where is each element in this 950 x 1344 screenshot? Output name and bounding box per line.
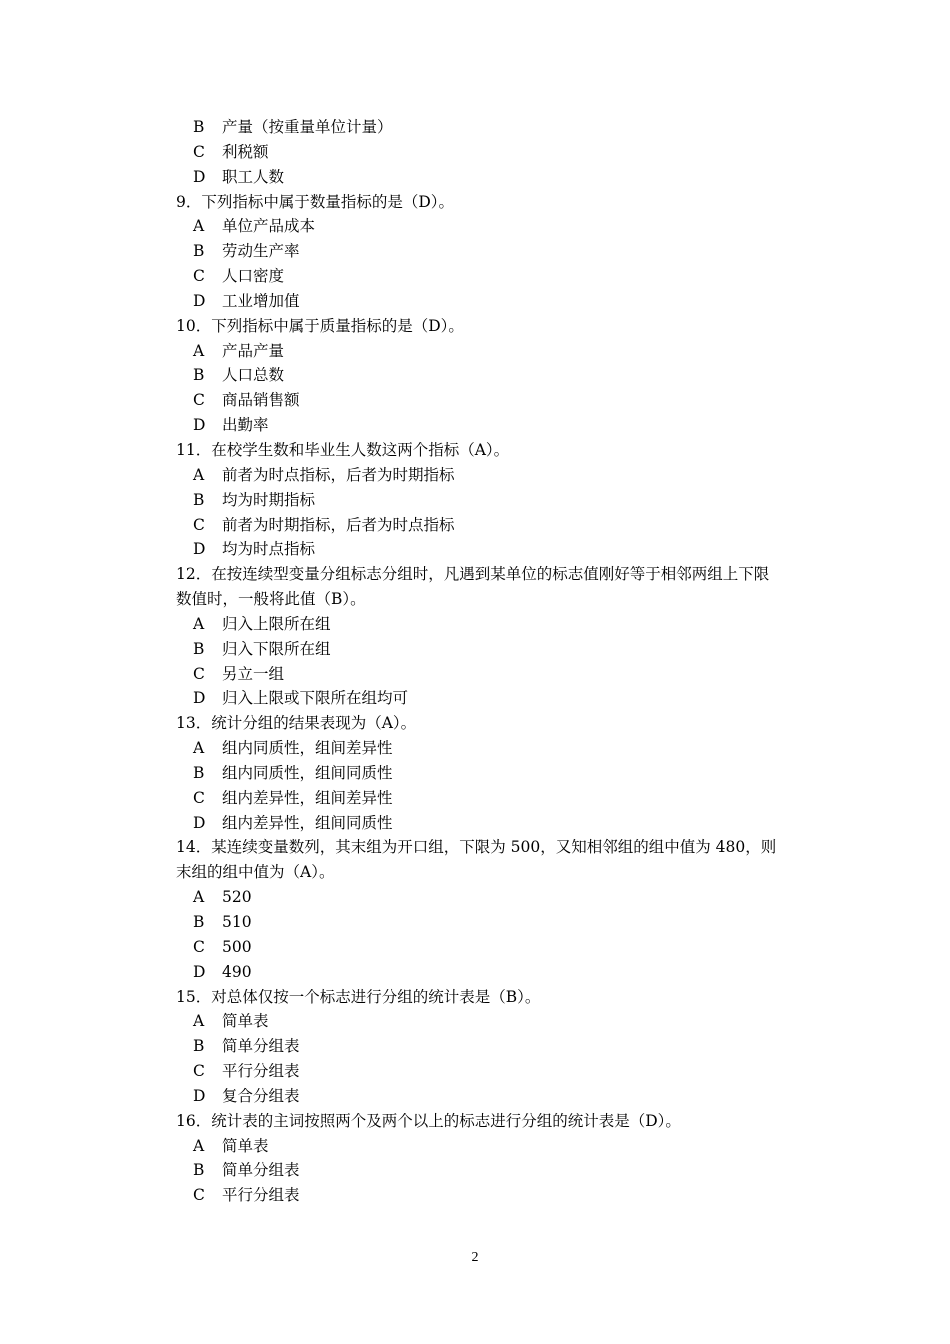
option-text: 简单表 bbox=[222, 1136, 269, 1155]
option-line bbox=[176, 1059, 816, 1084]
option-letter: A bbox=[193, 1136, 205, 1155]
option-letter: D bbox=[193, 291, 206, 310]
option-line bbox=[176, 388, 816, 413]
option-text: 简单分组表 bbox=[222, 1037, 300, 1056]
option-line bbox=[176, 686, 816, 711]
option-letter: B bbox=[193, 913, 205, 931]
option-text: 归入上限所在组 bbox=[222, 614, 331, 633]
option-text: 组内差异性，组间差异性 bbox=[222, 788, 393, 807]
option-letter: B bbox=[193, 366, 205, 385]
option-line bbox=[176, 786, 816, 811]
option-text: 另立一组 bbox=[222, 664, 285, 683]
option-line bbox=[176, 935, 816, 960]
option-letter: A bbox=[193, 888, 205, 907]
option-text: 人口密度 bbox=[222, 267, 285, 286]
option-letter: D bbox=[193, 689, 206, 708]
option-text: 平行分组表 bbox=[222, 1186, 300, 1205]
option-text: 510 bbox=[222, 913, 252, 931]
option-letter: A bbox=[193, 614, 205, 633]
option-line bbox=[176, 513, 816, 538]
question-line: 末组的组中值为（A）。 bbox=[176, 863, 335, 882]
question-line: 13．统计分组的结果表现为（A）。 bbox=[176, 714, 417, 733]
option-line bbox=[176, 662, 816, 687]
option-letter: B bbox=[193, 639, 205, 658]
option-text: 利税额 bbox=[222, 142, 269, 161]
option-text: 出勤率 bbox=[222, 416, 269, 435]
option-letter: C bbox=[193, 664, 205, 683]
option-text: 劳动生产率 bbox=[222, 242, 300, 261]
option-line bbox=[176, 910, 816, 935]
option-line bbox=[176, 363, 816, 388]
option-letter: C bbox=[193, 1062, 205, 1081]
question-list bbox=[176, 115, 816, 1208]
option-text: 产品产量 bbox=[222, 341, 285, 360]
option-text: 均为时期指标 bbox=[222, 490, 316, 509]
option-line bbox=[176, 140, 816, 165]
question-line: 12．在按连续型变量分组标志分组时，凡遇到某单位的标志值刚好等于相邻两组上下限 bbox=[176, 565, 770, 584]
question-line: 15．对总体仅按一个标志进行分组的统计表是（B）。 bbox=[176, 987, 541, 1006]
option-letter: C bbox=[193, 391, 205, 410]
option-letter: A bbox=[193, 341, 205, 360]
option-letter: D bbox=[193, 167, 206, 186]
option-letter: C bbox=[193, 267, 205, 286]
option-text: 复合分组表 bbox=[222, 1086, 300, 1105]
option-letter: B bbox=[193, 118, 205, 136]
option-letter: A bbox=[193, 739, 205, 758]
option-text: 简单表 bbox=[222, 1012, 269, 1031]
option-line bbox=[176, 289, 816, 314]
option-line bbox=[176, 1084, 816, 1109]
question-line: 10．下列指标中属于质量指标的是（D）。 bbox=[176, 316, 464, 335]
option-letter: B bbox=[193, 242, 205, 261]
option-text: 组内差异性，组间同质性 bbox=[222, 813, 393, 832]
option-text: 500 bbox=[222, 937, 252, 956]
option-line bbox=[176, 239, 816, 264]
option-text: 组内同质性，组间同质性 bbox=[222, 763, 393, 782]
option-line bbox=[176, 1134, 816, 1159]
option-text: 490 bbox=[222, 962, 252, 981]
option-line bbox=[176, 165, 816, 190]
option-text: 产量（按重量单位计量） bbox=[222, 118, 393, 136]
option-letter: D bbox=[193, 962, 206, 981]
option-line bbox=[176, 413, 816, 438]
option-text: 工业增加值 bbox=[222, 291, 300, 310]
option-letter: B bbox=[193, 763, 205, 782]
question-line: 14．某连续变量数列，其末组为开口组，下限为 500，又知相邻组的组中值为 480，则 bbox=[176, 838, 777, 857]
option-letter: D bbox=[193, 813, 206, 832]
option-text: 单位产品成本 bbox=[222, 217, 316, 236]
option-text: 组内同质性，组间差异性 bbox=[222, 739, 393, 758]
option-letter: D bbox=[193, 1086, 206, 1105]
option-line bbox=[176, 1034, 816, 1059]
option-text: 人口总数 bbox=[222, 366, 285, 385]
option-letter: C bbox=[193, 142, 205, 161]
option-letter: A bbox=[193, 465, 205, 484]
option-letter: C bbox=[193, 1186, 205, 1205]
option-text: 简单分组表 bbox=[222, 1161, 300, 1180]
question-line: 16．统计表的主词按照两个及两个以上的标志进行分组的统计表是（D）。 bbox=[176, 1111, 681, 1130]
option-line bbox=[176, 1158, 816, 1183]
option-letter: A bbox=[193, 217, 205, 236]
question-line: 数值时，一般将此值（B）。 bbox=[176, 590, 366, 609]
option-line bbox=[176, 1009, 816, 1034]
option-text: 均为时点指标 bbox=[222, 540, 316, 559]
option-letter: C bbox=[193, 788, 205, 807]
option-letter: D bbox=[193, 416, 206, 435]
option-line bbox=[176, 612, 816, 637]
option-line bbox=[176, 214, 816, 239]
option-text: 归入下限所在组 bbox=[222, 639, 331, 658]
option-line bbox=[176, 885, 816, 910]
option-text: 归入上限或下限所在组均可 bbox=[222, 689, 409, 708]
option-letter: C bbox=[193, 515, 205, 534]
option-text: 前者为时期指标，后者为时点指标 bbox=[222, 515, 455, 534]
option-line bbox=[176, 537, 816, 562]
option-text: 520 bbox=[222, 888, 252, 907]
option-text: 前者为时点指标，后者为时期指标 bbox=[222, 465, 455, 484]
option-line bbox=[176, 811, 816, 836]
option-letter: B bbox=[193, 1037, 205, 1056]
option-line bbox=[176, 115, 816, 140]
option-line bbox=[176, 339, 816, 364]
option-letter: B bbox=[193, 1161, 205, 1180]
option-text: 平行分组表 bbox=[222, 1062, 300, 1081]
option-letter: B bbox=[193, 490, 205, 509]
option-letter: C bbox=[193, 937, 205, 956]
question-line: 9．下列指标中属于数量指标的是（D）。 bbox=[176, 192, 455, 211]
option-letter: D bbox=[193, 540, 206, 559]
option-text: 职工人数 bbox=[222, 167, 285, 186]
option-line bbox=[176, 463, 816, 488]
option-line bbox=[176, 960, 816, 985]
page-number: 2 bbox=[471, 1250, 479, 1265]
option-line bbox=[176, 264, 816, 289]
option-letter: A bbox=[193, 1012, 205, 1031]
option-line bbox=[176, 736, 816, 761]
option-line bbox=[176, 637, 816, 662]
option-line bbox=[176, 1183, 816, 1208]
option-text: 商品销售额 bbox=[222, 391, 300, 410]
option-line bbox=[176, 761, 816, 786]
option-line bbox=[176, 488, 816, 513]
question-line: 11．在校学生数和毕业生人数这两个指标（A）。 bbox=[176, 440, 510, 459]
